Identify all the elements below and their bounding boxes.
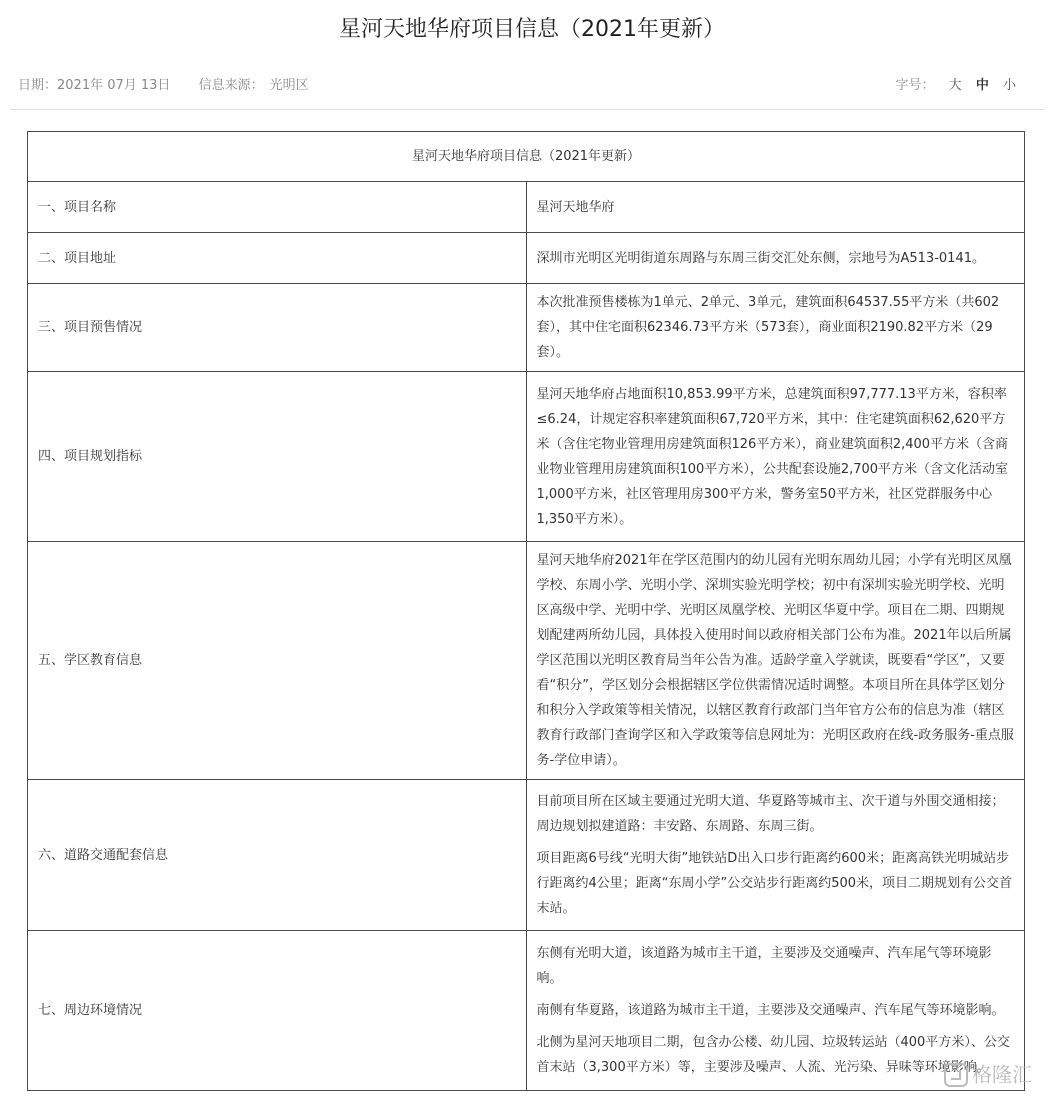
row-value-paragraph: 星河天地华府 <box>536 199 615 215</box>
font-size-medium-button[interactable]: 中 <box>975 78 989 93</box>
table-row <box>28 182 1025 233</box>
row-value-paragraph: 本次批准预售楼栋为1单元、2单元、3单元，建筑面积64537.55平方米（共602套），其中住宅面积62346.73平方米（573套），商业面积2190.82平方米（29套）。 <box>536 295 1000 360</box>
row-value-paragraph: 深圳市光明区光明街道东周路与东周三街交汇处东侧，宗地号为A513-0141。 <box>536 250 985 266</box>
row-value <box>526 372 1025 542</box>
row-label: 二、项目地址 <box>28 233 527 284</box>
watermark-text: 格隆汇 <box>972 1062 1032 1087</box>
font-size-large-button[interactable]: 大 <box>948 78 962 93</box>
source-value: 光明区 <box>269 78 309 93</box>
row-value-paragraph: 星河天地华府2021年在学区范围内的幼儿园有光明东周幼儿园；小学有光明区凤凰学校、东周小学、光明小学、深圳实验光明学校；初中有深圳实验光明学校、光明区高级中学、光明中学、光明区凤凰学校、光明区华夏中学。项目在二期、四期规划配建两所幼儿园，具体投入使用时间以政府相关部门公布为准。2021年以后所属学区范围以光明区教育局当年公告为准。适龄学童入学就读，既要看“学区”，又要看“积分”，学区划分会根据辖区学位供需情况适时调整。本项目所在具体学区划分和积分入学政策等相关情况，以辖区教育行政部门当年官方公布的信息为准（辖区教育行政部门查询学区和入学政策等信息网址为：光明区政府在线-政务服务-重点服务-学位申请）。 <box>536 553 1014 768</box>
font-size-small-button[interactable]: 小 <box>1002 78 1016 93</box>
meta-bar <box>18 74 1016 98</box>
table-row <box>28 542 1025 780</box>
row-value-paragraph: 星河天地华府占地面积10,853.99平方米，总建筑面积97,777.13平方米，容积率≤6.24，计规定容积率建筑面积67,720平方米，其中：住宅建筑面积62,620平方米（含住宅物业管理用房建筑面积126平方米），商业建筑面积2,400平方米（含商业物业管理用房建筑面积100平方米），公共配套设施2,700平方米（含文化活动室1,000平方米，社区管理用房300平方米，警务室50平方米，社区党群服务中心1,350平方米）。 <box>536 386 1009 527</box>
table-header-row <box>28 132 1025 182</box>
row-value-paragraph: 北侧为星河天地项目二期，包含办公楼、幼儿园、垃圾转运站（400平方米）、公交首末站（3,300平方米）等，主要涉及噪声、人流、光污染、异味等环境影响。 <box>536 1035 1010 1075</box>
font-size-switcher <box>896 74 1016 98</box>
row-label: 一、项目名称 <box>28 182 527 233</box>
watermark <box>944 1058 1054 1088</box>
table-row <box>28 284 1025 372</box>
row-label: 六、道路交通配套信息 <box>28 780 527 931</box>
source-label: 信息来源： <box>198 78 264 93</box>
row-label: 三、项目预售情况 <box>28 284 527 372</box>
header-divider <box>10 109 1044 110</box>
font-size-label: 字号： <box>895 78 935 93</box>
table-header-cell: 星河天地华府项目信息（2021年更新） <box>28 132 1025 182</box>
meta-info <box>18 74 315 98</box>
row-label: 四、项目规划指标 <box>28 372 527 542</box>
row-value <box>526 284 1025 372</box>
page-title: 星河天地华府项目信息（2021年更新） <box>339 17 725 42</box>
row-value-paragraph: 东侧有光明大道，该道路为城市主干道，主要涉及交通噪声、汽车尾气等环境影响。 <box>536 946 992 986</box>
table-row <box>28 780 1025 931</box>
row-label: 七、周边环境情况 <box>28 931 527 1091</box>
row-label: 五、学区教育信息 <box>28 542 527 780</box>
gelonghui-logo-icon <box>944 1063 968 1087</box>
table-row <box>28 233 1025 284</box>
project-info-table <box>27 131 1025 1091</box>
row-value <box>526 780 1025 931</box>
row-value <box>526 182 1025 233</box>
row-value-paragraph: 南侧有华夏路，该道路为城市主干道，主要涉及交通噪声、汽车尾气等环境影响。 <box>536 1003 1005 1018</box>
row-value-paragraph: 目前项目所在区域主要通过光明大道、华夏路等城市主、次干道与外围交通相接；周边规划拟建道路：丰安路、东周路、东周三街。 <box>536 794 1005 834</box>
table-row <box>28 931 1025 1091</box>
row-value <box>526 542 1025 780</box>
table-row <box>28 372 1025 542</box>
publish-date: 日期：2021年 07月 13日 <box>18 78 171 93</box>
row-value-paragraph: 项目距离6号线“光明大街”地铁站D出入口步行距离约600米；距离高铁光明城站步行距离约4公里；距离“东周小学”公交站步行距离约500米，项目二期规划有公交首末站。 <box>536 851 1013 916</box>
row-value <box>526 233 1025 284</box>
